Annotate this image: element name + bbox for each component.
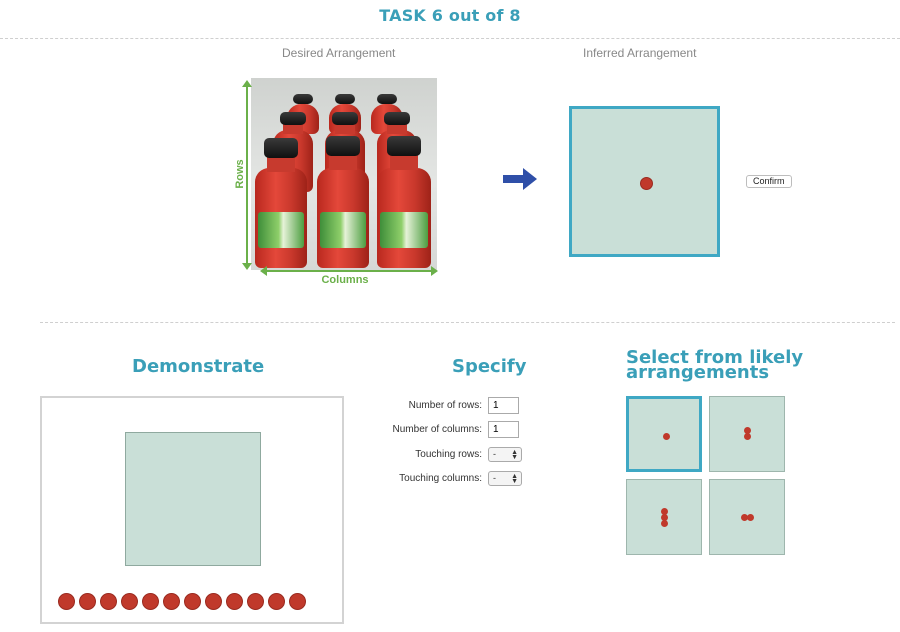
draggable-object-dot[interactable] xyxy=(163,593,180,610)
inferred-arrangement-preview xyxy=(569,106,720,257)
draggable-object-dot[interactable] xyxy=(289,593,306,610)
demonstrate-title: Demonstrate xyxy=(132,356,265,377)
draggable-object-dot[interactable] xyxy=(58,593,75,610)
columns-label: Number of columns: xyxy=(392,424,482,435)
spec-columns-row xyxy=(360,421,560,439)
draggable-object-dot[interactable] xyxy=(121,593,138,610)
option-dot xyxy=(661,520,668,527)
rows-input[interactable] xyxy=(488,397,519,414)
updown-caret-icon: ▲ ▼ xyxy=(511,473,518,485)
draggable-object-dot[interactable] xyxy=(184,593,201,610)
touching-rows-value: - xyxy=(493,449,496,459)
columns-axis-arrow xyxy=(262,270,436,272)
draggable-object-dot[interactable] xyxy=(142,593,159,610)
option-dot xyxy=(663,433,670,440)
confirm-button[interactable]: Confirm xyxy=(746,175,792,188)
specify-title: Specify xyxy=(452,356,527,377)
demonstrate-object-tray xyxy=(58,593,306,611)
middle-divider xyxy=(40,322,895,323)
arrow-right-icon xyxy=(503,168,537,190)
rows-label: Number of rows: xyxy=(408,400,482,411)
demonstrate-drop-area[interactable] xyxy=(125,432,261,566)
rows-axis-label: Rows xyxy=(234,159,246,189)
touching-columns-value: - xyxy=(493,473,496,483)
draggable-object-dot[interactable] xyxy=(268,593,285,610)
touching-columns-label: Touching columns: xyxy=(399,473,482,484)
option-dot xyxy=(747,514,754,521)
task-title: TASK 6 out of 8 xyxy=(379,6,521,25)
desired-arrangement-label: Desired Arrangement xyxy=(282,46,396,60)
select-title: Select from likely arrangements xyxy=(626,347,804,383)
draggable-object-dot[interactable] xyxy=(100,593,117,610)
touching-columns-select[interactable] xyxy=(488,471,522,486)
draggable-object-dot[interactable] xyxy=(79,593,96,610)
draggable-object-dot[interactable] xyxy=(247,593,264,610)
demonstrate-canvas[interactable] xyxy=(40,396,344,624)
columns-input[interactable] xyxy=(488,421,519,438)
arrangement-option-4[interactable] xyxy=(709,479,785,555)
updown-caret-icon: ▲ ▼ xyxy=(511,449,518,461)
arrangement-option-2[interactable] xyxy=(709,396,785,472)
inferred-arrangement-label: Inferred Arrangement xyxy=(583,46,697,60)
rows-axis-arrow xyxy=(246,82,248,268)
draggable-object-dot[interactable] xyxy=(205,593,222,610)
desired-arrangement-photo xyxy=(251,78,437,270)
spec-rows-row xyxy=(360,397,560,415)
spec-touching-columns-row xyxy=(360,470,560,488)
draggable-object-dot[interactable] xyxy=(226,593,243,610)
spec-touching-rows-row xyxy=(360,446,560,464)
option-dot xyxy=(744,433,751,440)
arrangement-option-3[interactable] xyxy=(626,479,702,555)
columns-axis-label: Columns xyxy=(321,274,369,286)
top-divider xyxy=(0,38,900,39)
arrangement-option-1[interactable] xyxy=(626,396,702,472)
touching-rows-label: Touching rows: xyxy=(415,449,482,460)
touching-rows-select[interactable] xyxy=(488,447,522,462)
inferred-object-dot xyxy=(640,177,653,190)
